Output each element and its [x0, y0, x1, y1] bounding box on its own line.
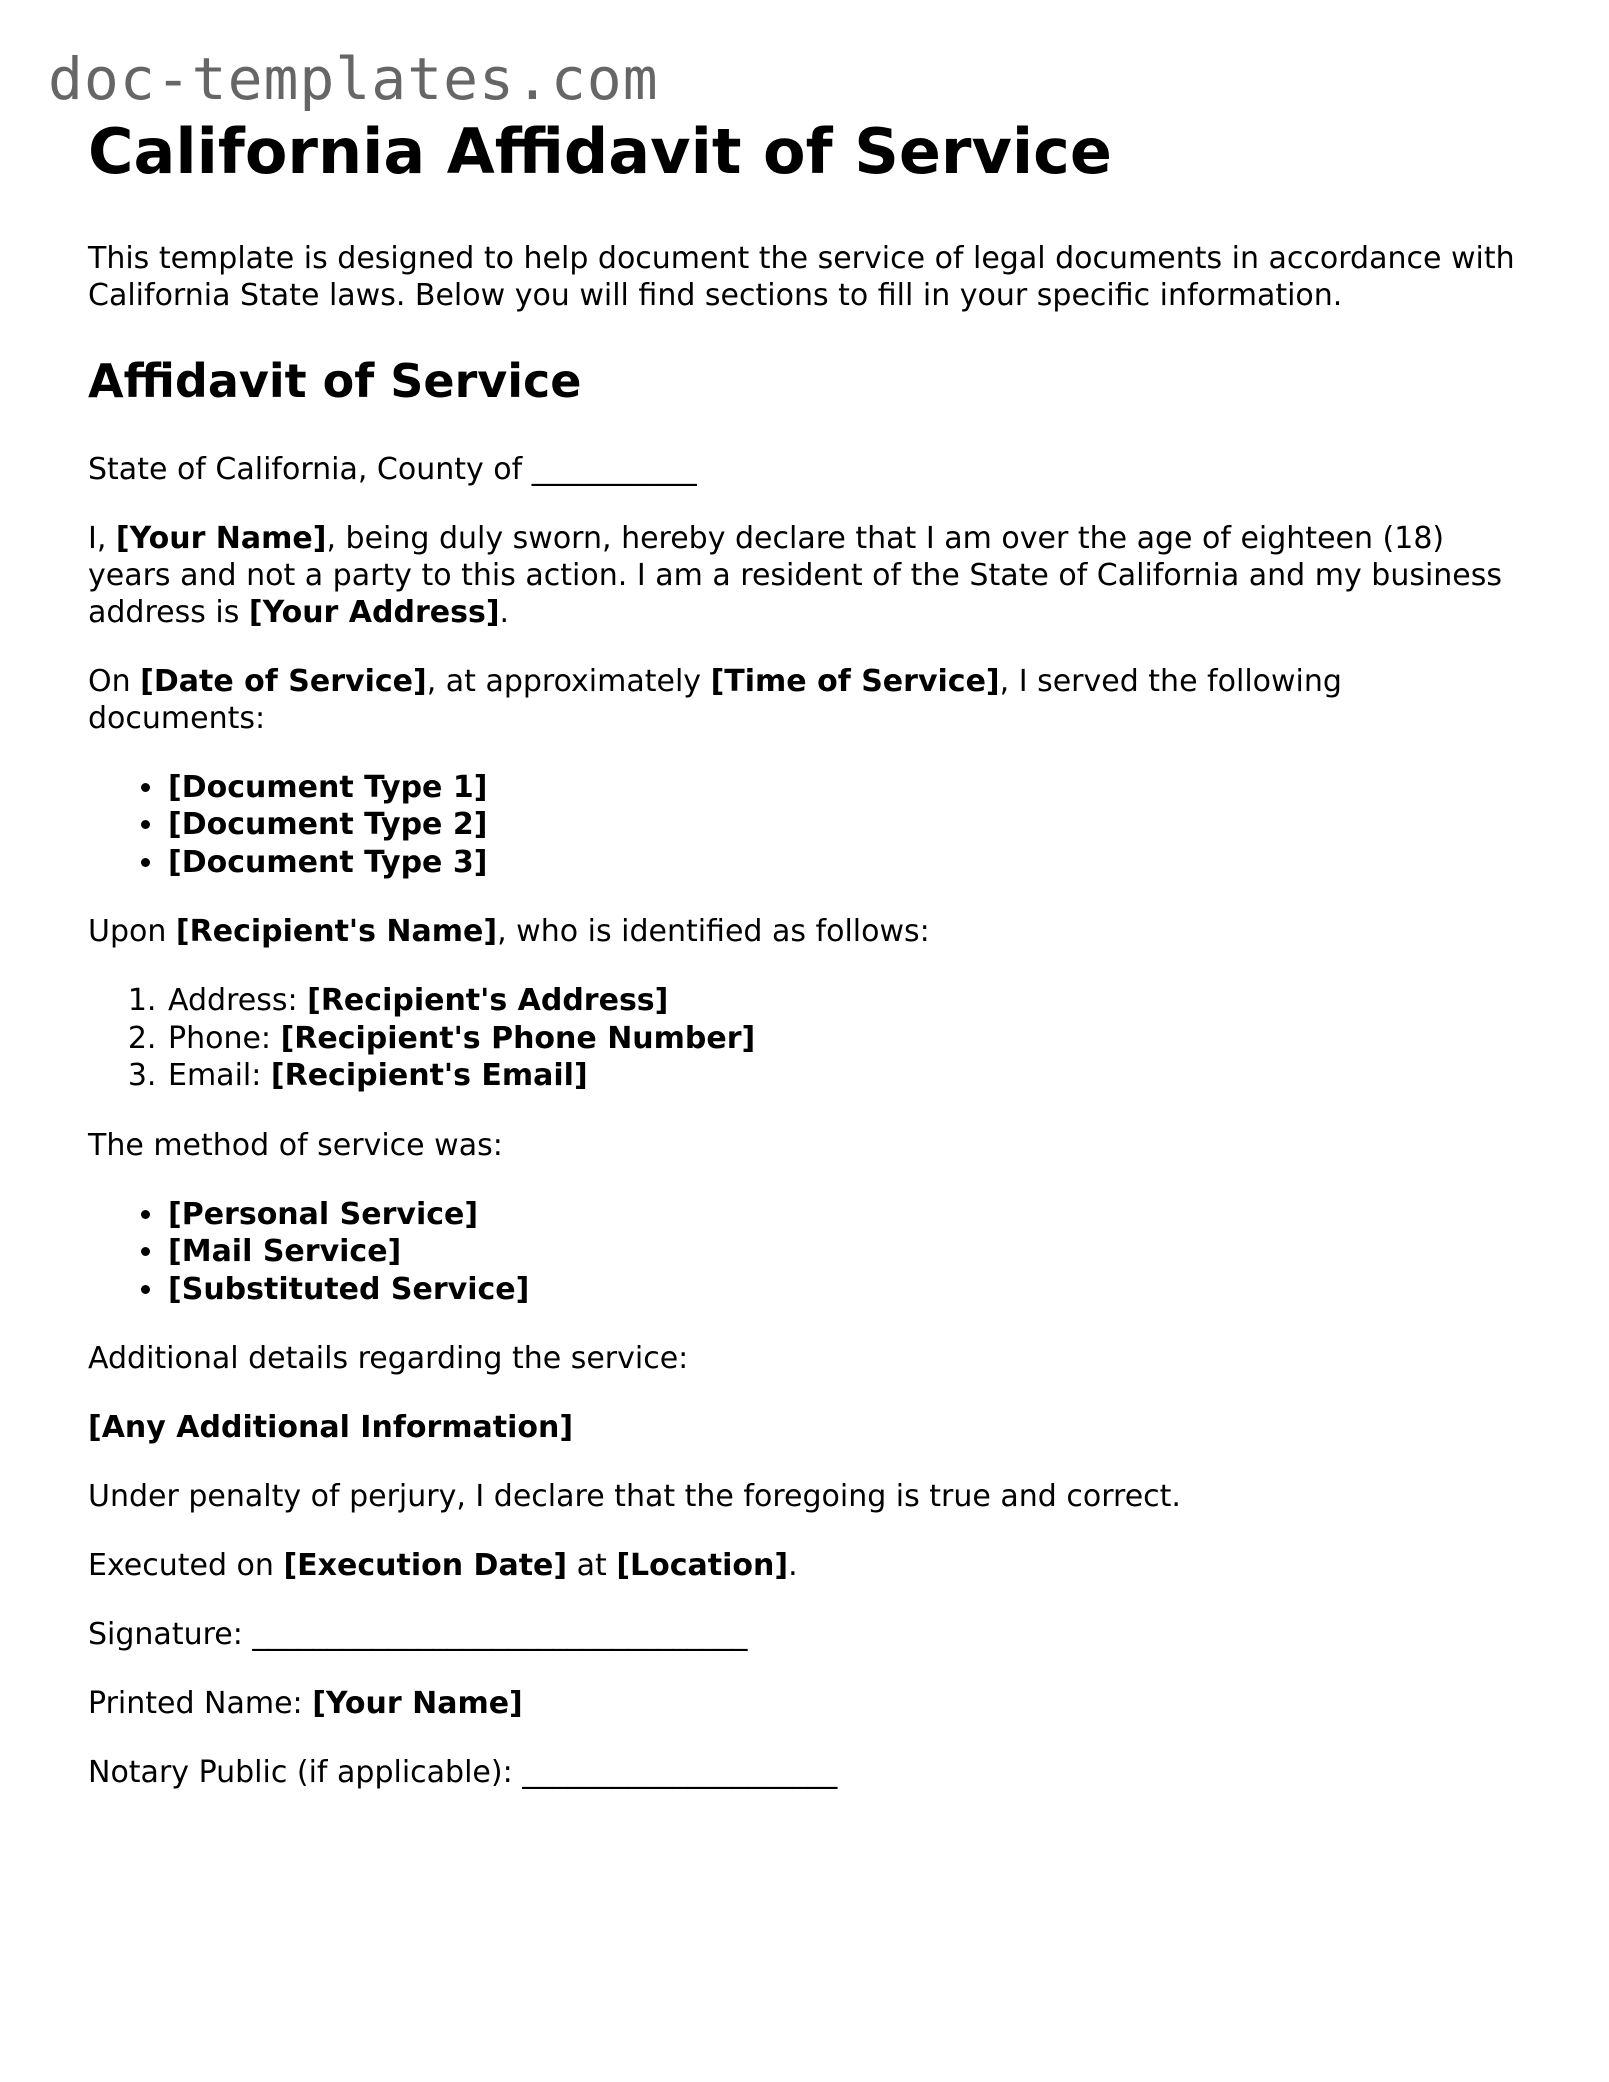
- recipient-name-placeholder: [Recipient's Name]: [175, 914, 498, 950]
- executed-text-2: at: [567, 1548, 617, 1584]
- your-name-placeholder: [Your Name]: [115, 520, 327, 556]
- document-body: [88, 115, 1528, 1823]
- perjury-statement: Under penalty of perjury, I declare that the foregoing is true and correct.: [88, 1479, 1181, 1515]
- printed-name-placeholder: [Your Name]: [312, 1686, 523, 1722]
- method-intro: The method of service was:: [88, 1127, 503, 1163]
- declaration-text-2: , being duly sworn, hereby declare that I am over the age of eighteen (18) years and not a party to this action. I am a resident of the State of California and my business address is: [88, 520, 1503, 630]
- recipient-text-2: , who is identified as follows:: [497, 914, 930, 950]
- page-title: California Affidavit of Service: [88, 115, 1112, 188]
- printed-name-label: Printed Name:: [88, 1686, 313, 1722]
- document-type-2: [Document Type 2]: [168, 807, 488, 843]
- list-item: [166, 1020, 1528, 1058]
- list-item: [166, 982, 1528, 1020]
- recipient-details-list: [88, 982, 1528, 1095]
- executed-line: [88, 1547, 1528, 1584]
- additional-intro: Additional details regarding the service:: [88, 1341, 689, 1377]
- your-address-placeholder: [Your Address]: [248, 594, 500, 630]
- printed-name-line: [88, 1685, 1528, 1722]
- method-mail-service: [Mail Service]: [168, 1234, 402, 1270]
- intro-paragraph: This template is designed to help document the service of legal documents in accordance with California State laws. Below you will find sections to fill in your specific information.: [88, 241, 1515, 314]
- service-when-text-1: On: [88, 663, 141, 699]
- list-item: [166, 1057, 1528, 1095]
- location-placeholder: [Location]: [616, 1548, 789, 1584]
- recipient-address-label: Address:: [168, 983, 308, 1019]
- declaration-text-1: I,: [88, 520, 116, 556]
- recipient-email-label: Email:: [168, 1058, 271, 1094]
- document-type-1: [Document Type 1]: [168, 769, 488, 805]
- service-when-paragraph: [88, 663, 1528, 737]
- recipient-text-1: Upon: [88, 914, 176, 950]
- recipient-email-placeholder: [Recipient's Email]: [270, 1058, 588, 1094]
- service-when-text-2: , at approximately: [426, 663, 711, 699]
- notary-line: Notary Public (if applicable): _____________________: [88, 1755, 838, 1791]
- recipient-address-placeholder: [Recipient's Address]: [307, 983, 669, 1019]
- signature-line: Signature: _________________________________: [88, 1617, 748, 1653]
- list-item: [166, 1271, 1528, 1309]
- date-of-service-placeholder: [Date of Service]: [140, 663, 427, 699]
- additional-info-placeholder: [Any Additional Information]: [88, 1410, 574, 1446]
- list-item: [166, 1196, 1528, 1234]
- method-personal-service: [Personal Service]: [168, 1196, 479, 1232]
- documents-list: [88, 769, 1528, 882]
- section-heading: Affidavit of Service: [88, 354, 582, 409]
- list-item: [166, 1233, 1528, 1271]
- method-substituted-service: [Substituted Service]: [168, 1271, 530, 1307]
- list-item: [166, 769, 1528, 807]
- venue-line: State of California, County of ___________: [88, 451, 697, 487]
- recipient-phone-placeholder: [Recipient's Phone Number]: [280, 1020, 756, 1056]
- recipient-paragraph: [88, 913, 1528, 950]
- executed-text-3: .: [788, 1548, 798, 1584]
- list-item: [166, 806, 1528, 844]
- watermark: doc-templates.com: [48, 45, 659, 113]
- executed-text-1: Executed on: [88, 1548, 284, 1584]
- methods-list: [88, 1196, 1528, 1309]
- execution-date-placeholder: [Execution Date]: [283, 1548, 568, 1584]
- declaration-text-3: .: [499, 594, 510, 630]
- declaration-paragraph: [88, 520, 1528, 631]
- recipient-phone-label: Phone:: [168, 1020, 281, 1056]
- time-of-service-placeholder: [Time of Service]: [710, 663, 1000, 699]
- service-when-text-3: , I served the following documents:: [88, 663, 1342, 736]
- additional-info: [88, 1409, 1528, 1446]
- document-type-3: [Document Type 3]: [168, 844, 488, 880]
- list-item: [166, 844, 1528, 882]
